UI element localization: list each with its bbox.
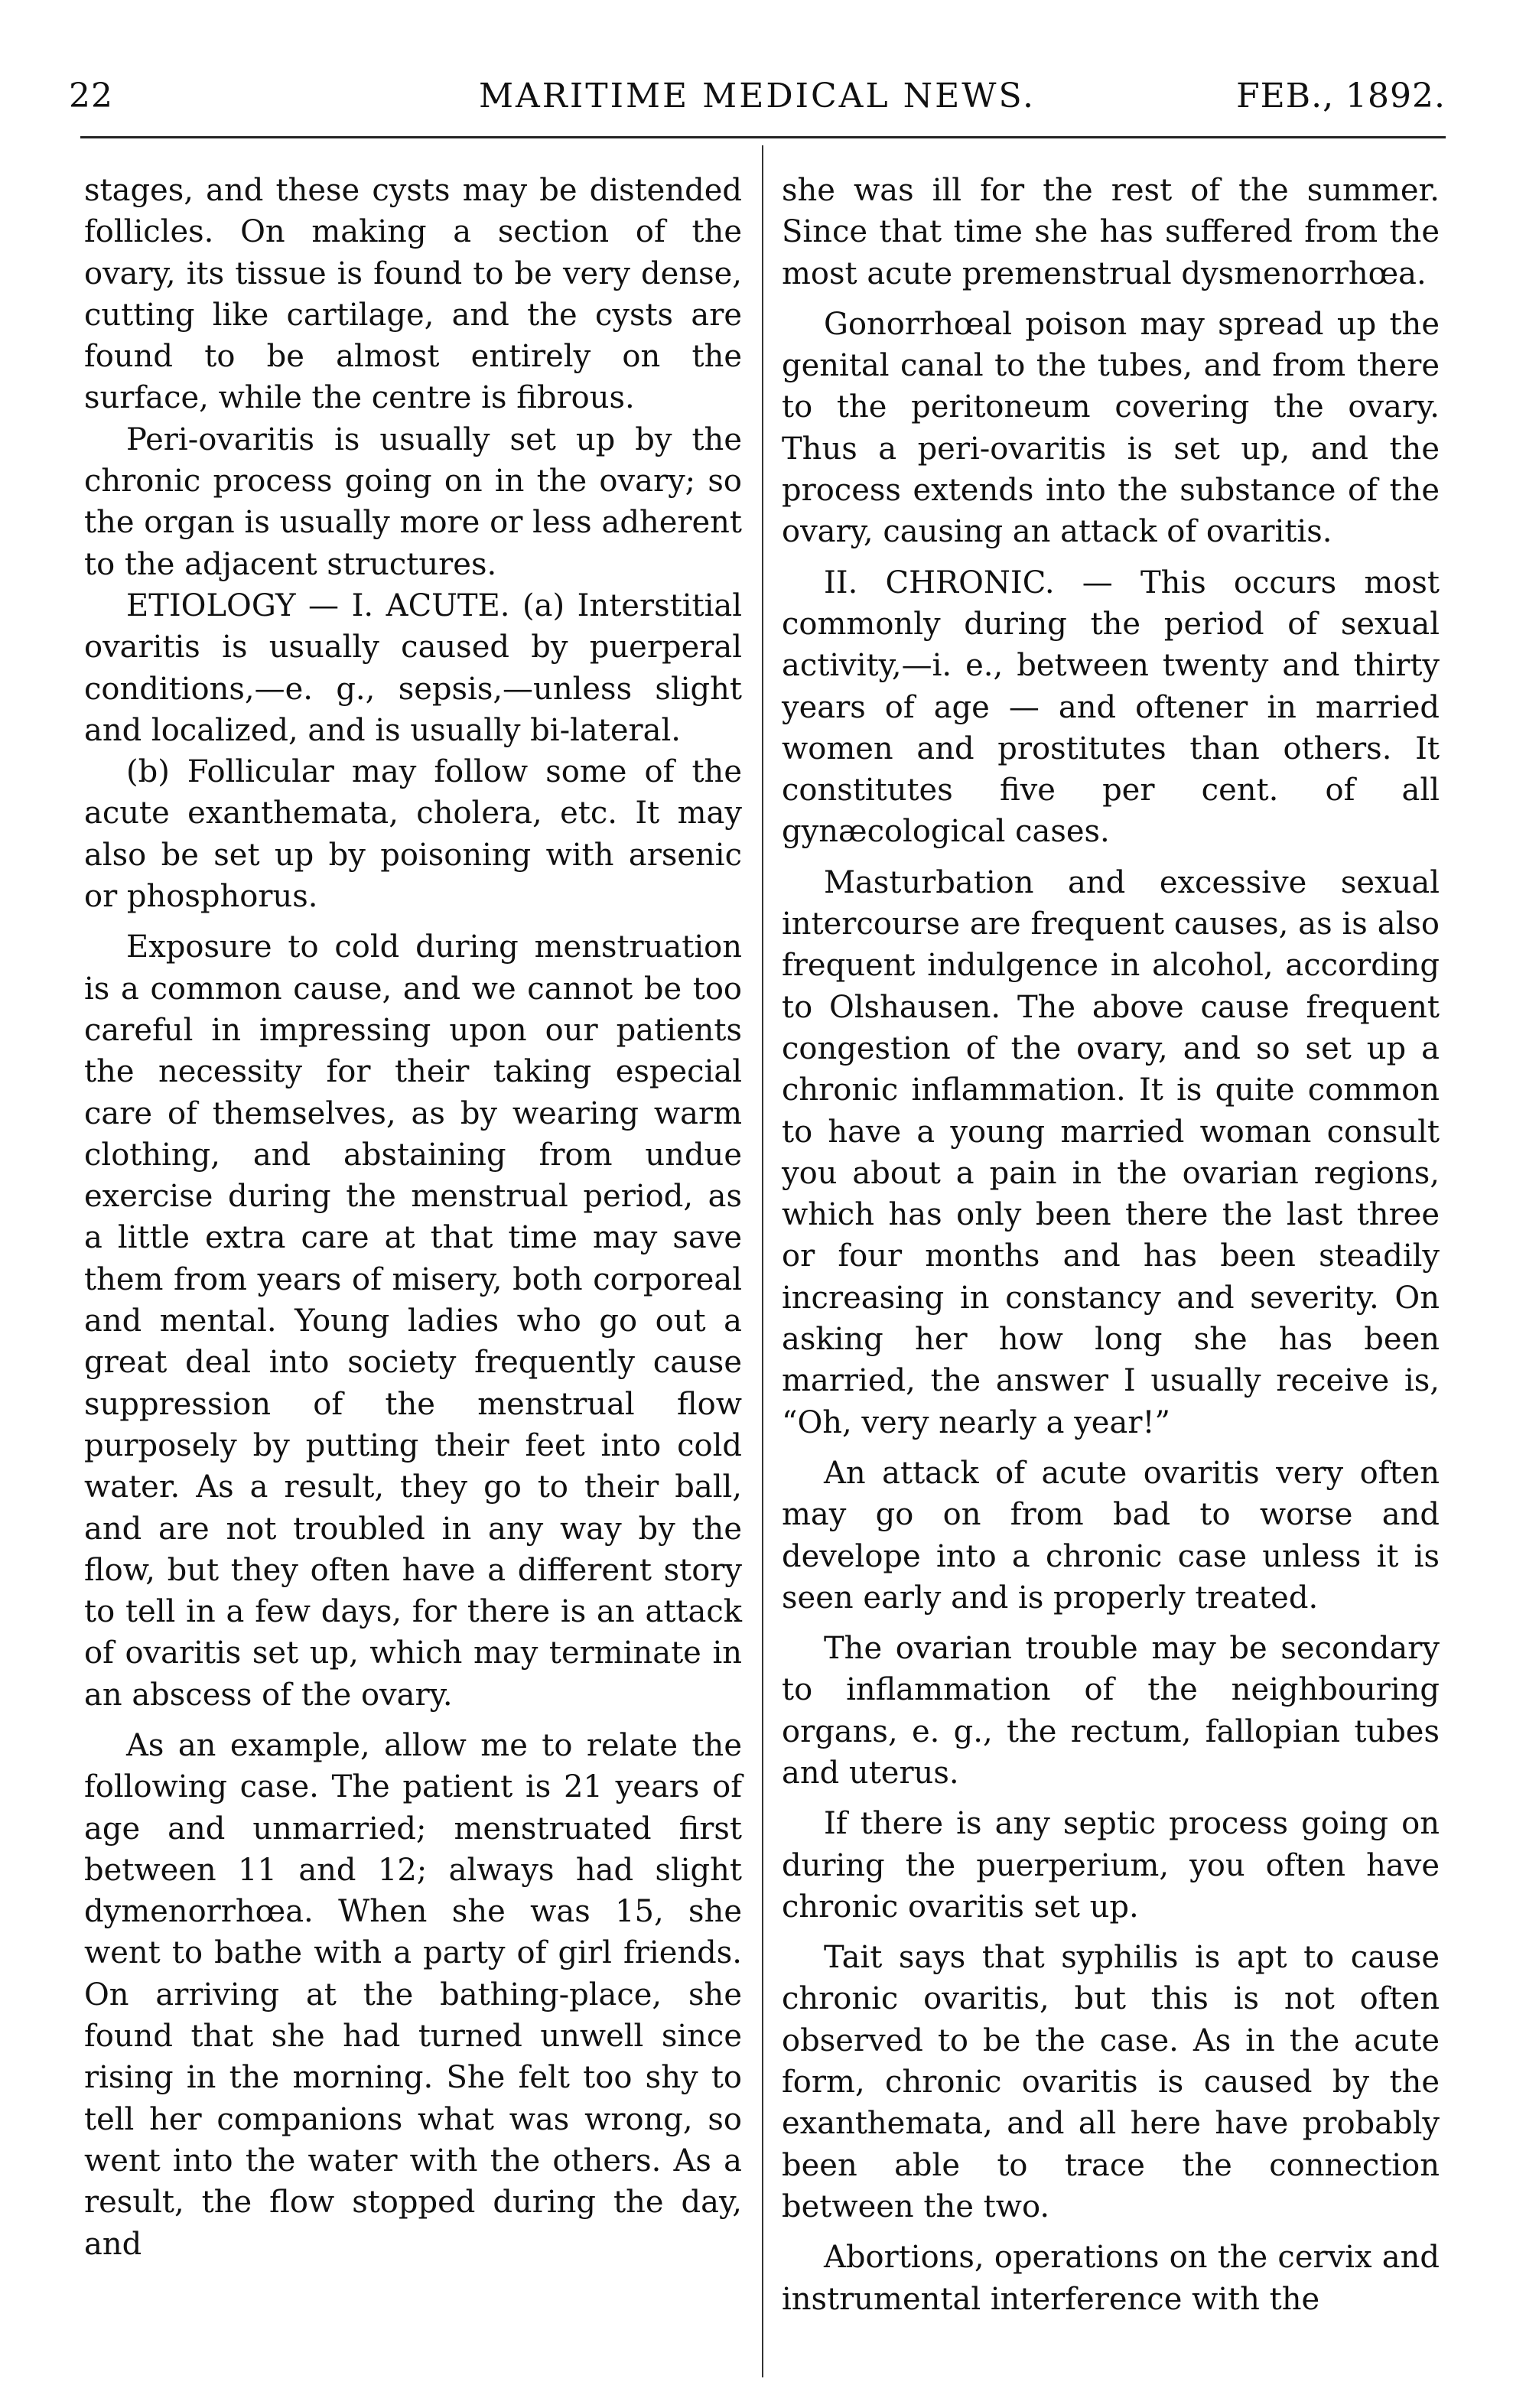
column-divider xyxy=(762,145,763,2377)
paragraph: Gonorrhœal poison may spread up the genital canal to the tubes, and from there to the peritoneum covering the ovary. Thus a peri-ovaritis is set up, and the process extends into the substance of the ovary, causing an attack of ovaritis. xyxy=(782,306,1440,550)
paragraph: Abortions, operations on the cervix and instrumental interference with the xyxy=(782,2240,1440,2317)
paragraph: she was ill for the rest of the summer. Since that time she has suffered from the most acute premenstrual dysmenorrhœa. xyxy=(782,173,1440,291)
paragraph: II. CHRONIC. — This occurs most commonly during the period of sexual activity,—i. e., between twenty and thirty years of age — and oftener in married women and prostitutes than others. It constitutes five per cent. of all gynæcological cases. xyxy=(782,565,1440,850)
page-number: 22 xyxy=(69,76,113,116)
paragraph: If there is any septic process going on during the puerperium, you often have chronic ovaritis set up. xyxy=(782,1806,1440,1925)
paragraph: The ovarian trouble may be secondary to inflammation of the neighbouring organs, e. g., the rectum, fallopian tubes and uterus. xyxy=(782,1631,1440,1791)
issue-date: FEB., 1892. xyxy=(1236,76,1446,116)
paragraph: Exposure to cold during menstruation is a common cause, and we cannot be too careful in impressing upon our patients the necessity for their taking especial care of themselves, as by wearing warm clothing, and abstaining from undue exercise during the menstrual period, as a little extra care at that time may save them from years of misery, both corporeal and mental. Young ladies who go out a great deal into society frequently cause suppression of the menstrual flow purposely by putting their feet into cold water. As a result, they go to their ball, and are not troubled in any way by the flow, but they often have a different story to tell in a few days, for there is an attack of ovaritis set up, which may terminate in an abscess of the ovary. xyxy=(84,929,742,1713)
paragraph: stages, and these cysts may be distended follicles. On making a section of the ovary, its tissue is found to be very dense, cutting like cartilage, and the cysts are found to be almost entirely on the surface, while the centre is fibrous. xyxy=(84,173,742,416)
paragraph: Masturbation and excessive sexual intercourse are frequent causes, as is also frequent indulgence in alcohol, according to Olshausen. The above cause frequent congestion of the ovary, and so set up a chronic inflammation. It is quite common to have a young married woman consult you about a pain in the ovarian regions, which has only been there the last three or four months and has been steadily increasing in constancy and severity. On asking her how long she has been married, the answer I usually receive is, “Oh, very nearly a year!” xyxy=(782,864,1440,1440)
paragraph: Peri-ovaritis is usually set up by the chronic process going on in the ovary; so the organ is usually more or less adherent to the adjacent structures. xyxy=(84,421,742,582)
right-column xyxy=(782,170,1440,2320)
paragraph: (b) Follicular may follow some of the acute exanthemata, cholera, etc. It may also be set up by poisoning with arsenic or phosphorus. xyxy=(84,754,742,915)
paragraph: ETIOLOGY — I. ACUTE. (a) Interstitial ovaritis is usually caused by puerperal conditions,—e. g., sepsis,—unless slight and localized, and is usually bi-lateral. xyxy=(84,587,742,748)
running-header xyxy=(69,61,1446,122)
left-column xyxy=(84,170,742,2265)
journal-title: MARITIME MEDICAL NEWS. xyxy=(478,76,1036,116)
header-rule xyxy=(80,136,1446,138)
paragraph: As an example, allow me to relate the following case. The patient is 21 years of age and unmarried; menstruated first between 11 and 12; always had slight dymenorrhœa. When she was 15, she went to bathe with a party of girl friends. On arriving at the bathing-place, she found that she had turned unwell since rising in the morning. She felt too shy to tell her companions what was wrong, so went into the water with the others. As a result, the flow stopped during the day, and xyxy=(84,1727,742,2262)
paragraph: An attack of acute ovaritis very often may go on from bad to worse and develope into a chronic case unless it is seen early and is properly treated. xyxy=(782,1455,1440,1616)
paragraph: Tait says that syphilis is apt to cause chronic ovaritis, but this is not often observed to be the case. As in the acute form, chronic ovaritis is caused by the exanthemata, and all here have probably been able to trace the connection between the two. xyxy=(782,1940,1440,2224)
